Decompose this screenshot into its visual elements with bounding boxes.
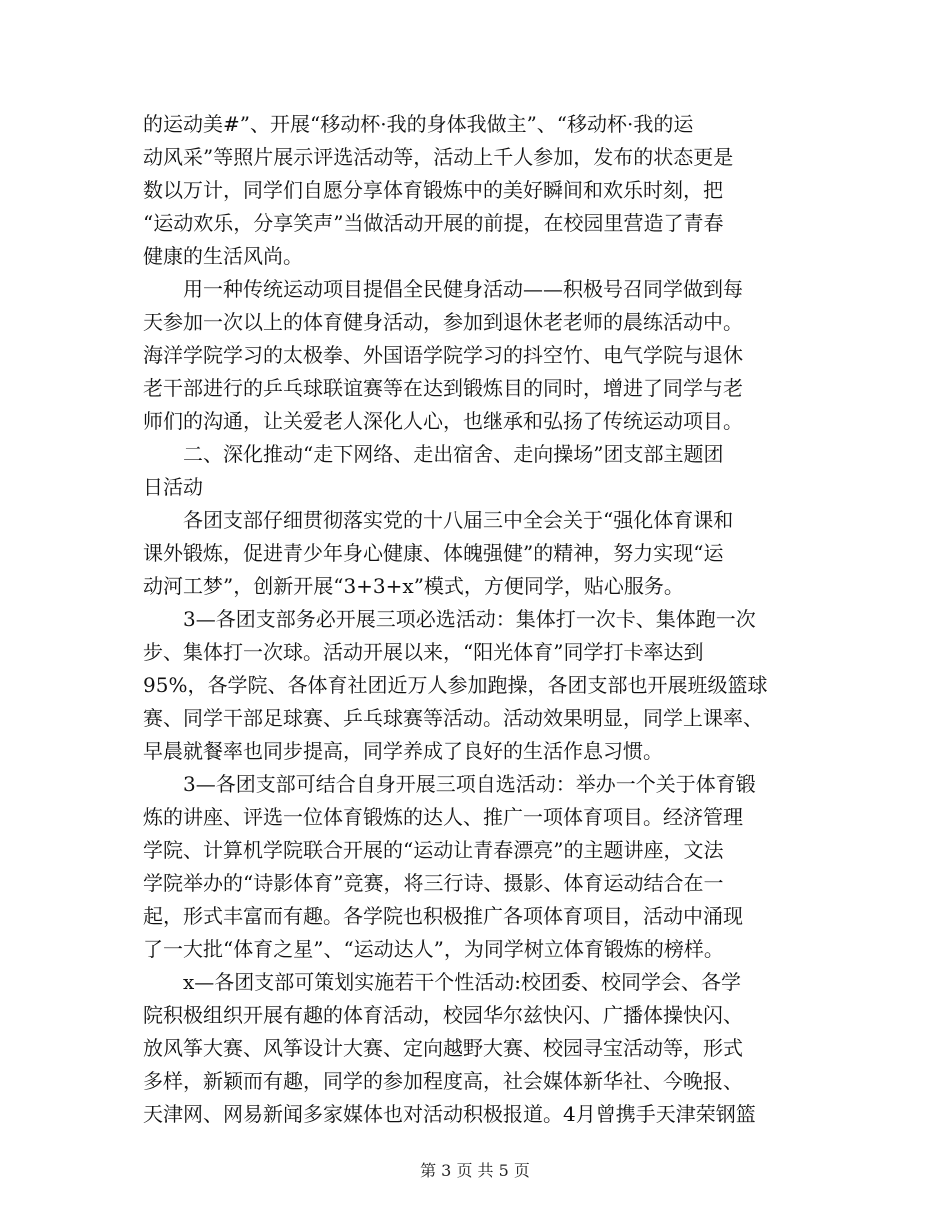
text-line: 放风筝大赛、风筝设计大赛、定向越野大赛、校园寻宝活动等，形式 <box>143 1036 743 1060</box>
text-line: 学院、计算机学院联合开展的“运动让青春漂亮”的主题讲座，文法 <box>143 838 724 862</box>
text-line: 动风采”等照片展示评选活动等，活动上千人参加，发布的状态更是 <box>143 145 734 169</box>
text-line: 各团支部仔细贯彻落实党的十八届三中全会关于“强化体育课和 <box>143 508 734 532</box>
text-line: 用一种传统运动项目提倡全民健身活动——积极号召同学做到每 <box>143 277 743 301</box>
text-line: 海洋学院学习的太极拳、外国语学院学习的抖空竹、电气学院与退休 <box>143 343 743 367</box>
text-line: 天参加一次以上的体育健身活动，参加到退休老老师的晨练活动中。 <box>143 310 743 334</box>
text-line: 课外锻炼，促进青少年身心健康、体魄强健”的精神，努力实现“运 <box>143 541 724 565</box>
body-text <box>143 108 815 1131</box>
text-line: 老干部进行的乒乓球联谊赛等在达到锻炼目的同时，增进了同学与老 <box>143 376 743 400</box>
text-line: “运动欢乐，分享笑声”当做活动开展的前提，在校园里营造了青春 <box>143 211 724 235</box>
text-line: 多样，新颖而有趣，同学的参加程度高，社会媒体新华社、今晚报、 <box>143 1069 743 1093</box>
text-line: 健康的生活风尚。 <box>143 244 303 268</box>
text-line: 二、深化推动“走下网络、走出宿舍、走向操场”团支部主题团 <box>143 442 724 466</box>
page-footer: 第 3 页 共 5 页 <box>420 1161 530 1180</box>
text-line: 学院举办的“诗影体育”竞赛，将三行诗、摄影、体育运动结合在一 <box>143 871 724 895</box>
text-line: x—各团支部可策划实施若干个性活动:校团委、校同学会、各学 <box>143 970 742 994</box>
text-line: 3—各团支部务必开展三项必选活动：集体打一次卡、集体跑一次 <box>143 607 756 631</box>
text-line: 的运动美#”、开展“移动杯·我的身体我做主”、“移动杯·我的运 <box>143 112 694 136</box>
text-line: 95%，各学院、各体育社团近万人参加跑操，各团支部也开展班级篮球 <box>143 673 768 697</box>
text-line: 炼的讲座、评选一位体育锻炼的达人、推广一项体育项目。经济管理 <box>143 805 743 829</box>
text-line: 步、集体打一次球。活动开展以来，“阳光体育”同学打卡率达到 <box>143 640 704 664</box>
text-line: 早晨就餐率也同步提高，同学养成了良好的生活作息习惯。 <box>143 739 663 763</box>
text-line: 起，形式丰富而有趣。各学院也积极推广各项体育项目，活动中涌现 <box>143 904 743 928</box>
text-line: 了一大批“体育之星”、“运动达人”，为同学树立体育锻炼的榜样。 <box>143 937 724 961</box>
text-line: 日活动 <box>143 475 203 499</box>
text-line: 院积极组织开展有趣的体育活动，校园华尔兹快闪、广播体操快闪、 <box>143 1003 743 1027</box>
text-line: 天津网、网易新闻多家媒体也对活动积极报道。4月曾携手天津荣钢篮 <box>143 1102 756 1126</box>
text-line: 动河工梦”，创新开展“3+3+x”模式，方便同学，贴心服务。 <box>143 574 684 598</box>
text-line: 数以万计，同学们自愿分享体育锻炼中的美好瞬间和欢乐时刻，把 <box>143 178 723 202</box>
text-line: 3—各团支部可结合自身开展三项自选活动：举办一个关于体育锻 <box>143 772 756 796</box>
text-line: 赛、同学干部足球赛、乒乓球赛等活动。活动效果明显，同学上课率、 <box>143 706 763 730</box>
text-line: 师们的沟通，让关爱老人深化人心，也继承和弘扬了传统运动项目。 <box>143 409 743 433</box>
